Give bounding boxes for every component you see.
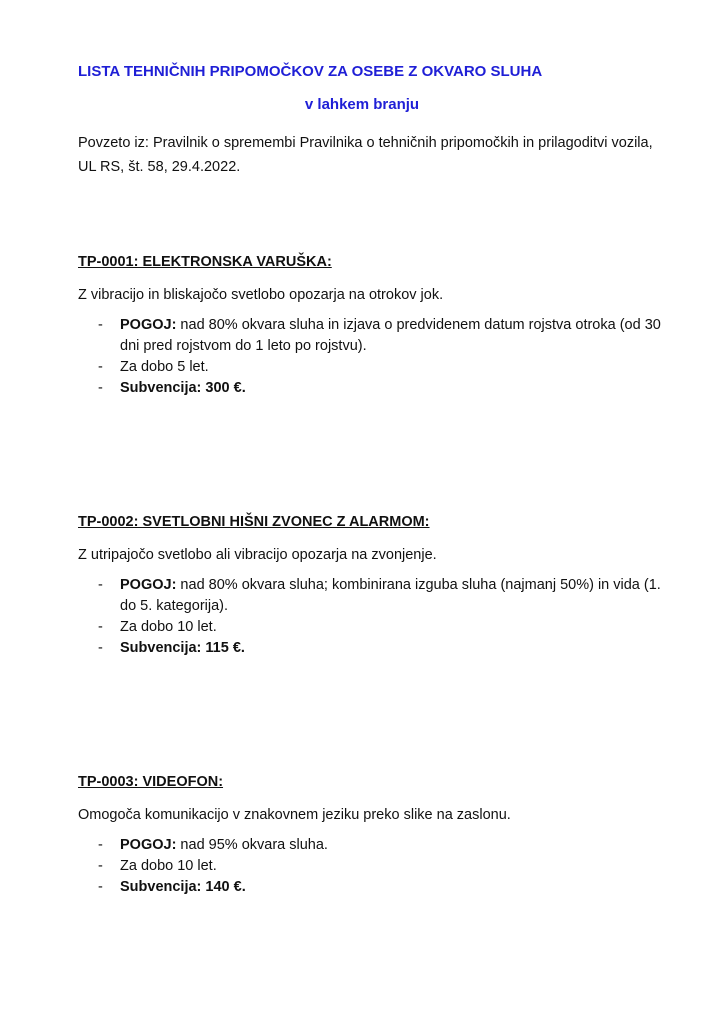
- subsidy-item: [78, 378, 678, 399]
- list-dash: -: [98, 858, 103, 874]
- list-dash: -: [98, 317, 103, 333]
- condition-text: nad 80% okvara sluha in izjava o predvidenem datum rojstva otroka (od 30 dni pred rojstvom do 1 leto po rojstvu).: [120, 317, 661, 354]
- section-heading: TP-0001: ELEKTRONSKA VARUŠKA:: [78, 254, 332, 270]
- section-heading: TP-0002: SVETLOBNI HIŠNI ZVONEC Z ALARMOM:: [78, 514, 430, 530]
- condition-label: POGOJ:: [120, 317, 177, 333]
- section-tp-0002: [78, 512, 678, 659]
- list-dash: -: [98, 640, 103, 656]
- list-dash: -: [98, 879, 103, 895]
- section-tp-0003: [78, 772, 678, 898]
- condition-text: nad 95% okvara sluha.: [176, 837, 328, 853]
- section-description: Z vibracijo in bliskajočo svetlobo opozarja na otrokov jok.: [78, 287, 444, 303]
- condition-label: POGOJ:: [120, 837, 177, 853]
- document-subtitle: v lahkem branju: [304, 96, 420, 113]
- section-description: Omogoča komunikacijo v znakovnem jeziku preko slike na zaslonu.: [78, 807, 511, 823]
- section-item-list: [78, 835, 678, 898]
- list-dash: -: [98, 619, 103, 635]
- section-description: Z utripajočo svetlobo ali vibracijo opozarja na zvonjenje.: [78, 547, 437, 563]
- condition-item: [78, 575, 678, 617]
- section-item-list: [78, 315, 678, 399]
- condition-text: nad 80% okvara sluha; kombinirana izguba sluha (najmanj 50%) in vida (1. do 5. kategorija).: [120, 577, 661, 614]
- section-tp-0001: [78, 252, 678, 399]
- subsidy-text: Subvencija: 300 €.: [120, 380, 246, 396]
- subsidy-item: [78, 638, 678, 659]
- list-dash: -: [98, 380, 103, 396]
- condition-label: POGOJ:: [120, 577, 177, 593]
- duration-text: Za dobo 10 let.: [120, 858, 217, 874]
- subsidy-item: [78, 877, 678, 898]
- subsidy-text: Subvencija: 115 €.: [120, 640, 245, 656]
- section-heading: TP-0003: VIDEOFON:: [78, 774, 224, 790]
- source-citation: Povzeto iz: Pravilnik o spremembi Pravilnika o tehničnih pripomočkih in prilagoditvi vozila, UL RS, št. 58, 29.4.2022.: [78, 135, 653, 175]
- list-dash: -: [98, 359, 103, 375]
- duration-item: [78, 856, 678, 877]
- condition-item: [78, 315, 678, 357]
- subsidy-text: Subvencija: 140 €.: [120, 879, 246, 895]
- duration-item: [78, 617, 678, 638]
- document-title: LISTA TEHNIČNIH PRIPOMOČKOV ZA OSEBE Z OKVARO SLUHA: [78, 63, 543, 80]
- list-dash: -: [98, 837, 103, 853]
- condition-item: [78, 835, 678, 856]
- duration-text: Za dobo 10 let.: [120, 619, 217, 635]
- section-item-list: [78, 575, 678, 659]
- list-dash: -: [98, 577, 103, 593]
- duration-item: [78, 357, 678, 378]
- duration-text: Za dobo 5 let.: [120, 359, 209, 375]
